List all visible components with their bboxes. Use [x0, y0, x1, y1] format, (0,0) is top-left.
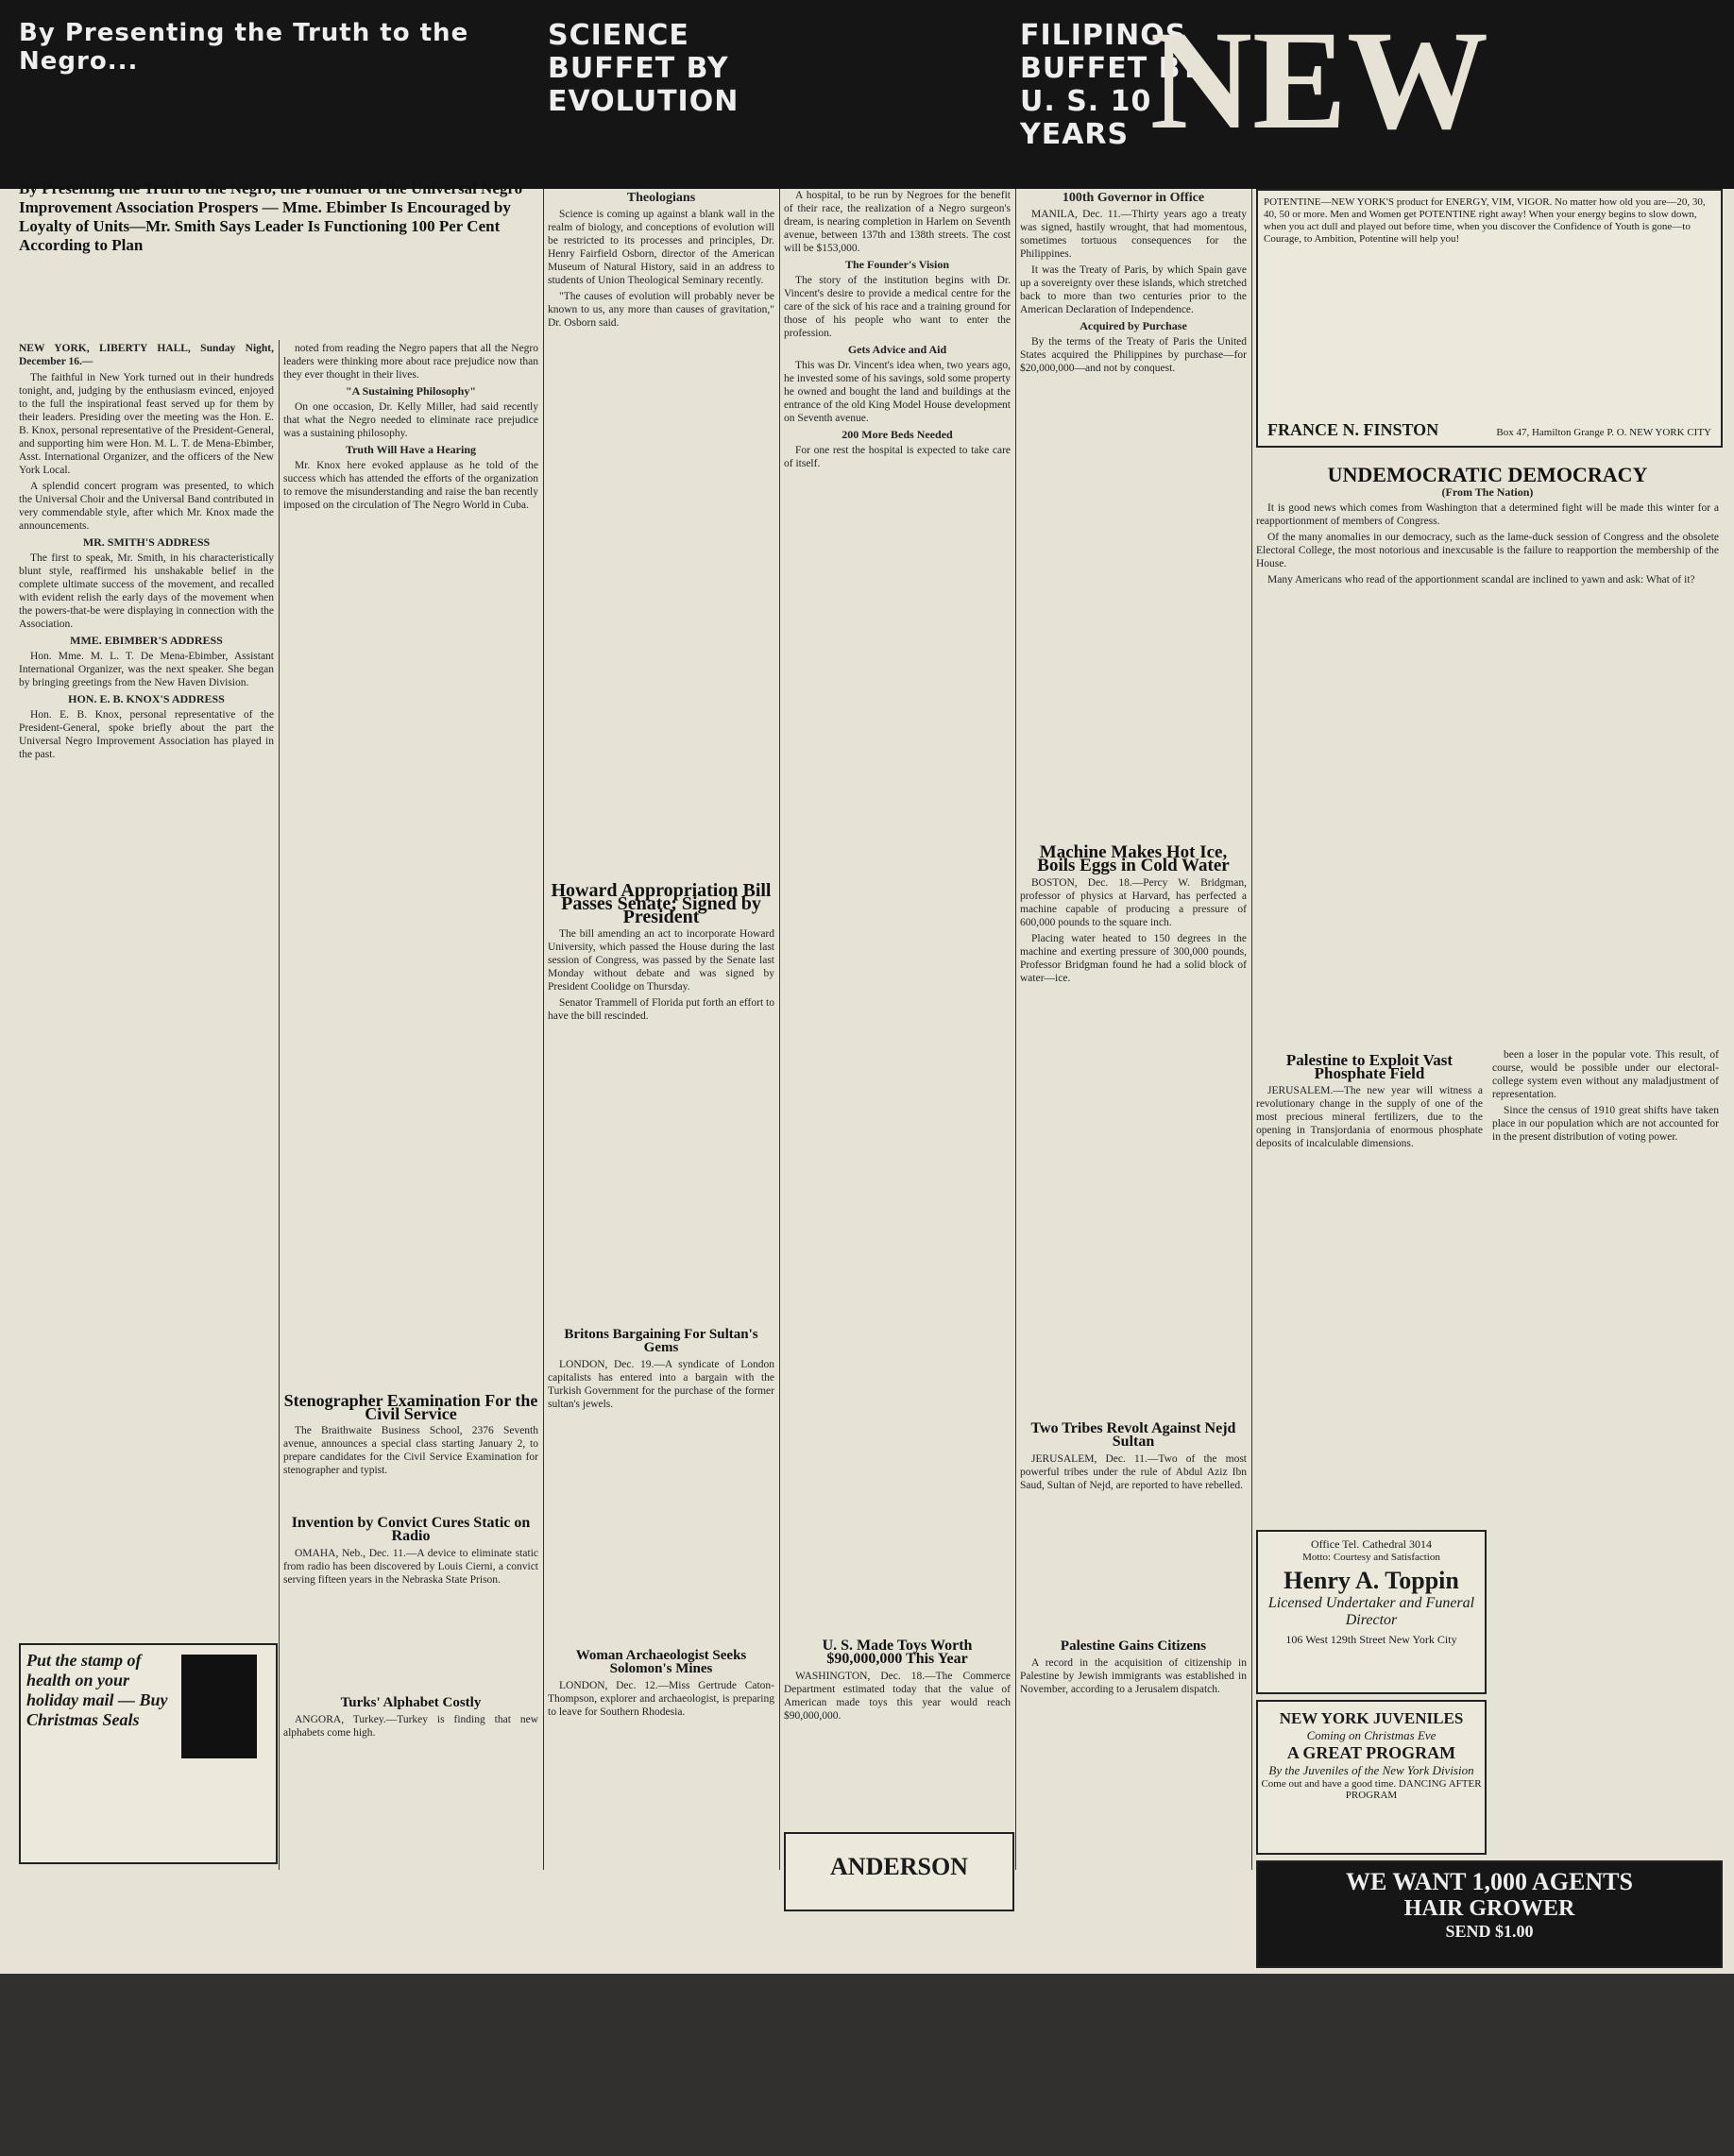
- potentine-ad: [1256, 189, 1723, 448]
- paragraph: A hospital, to be run by Negroes for the benefit of their race, the realization of a Negro surgeon's dream, is nearing completion in Harlem on Seventh avenue, between 137th and 138th streets. The cost will be $153,000.: [784, 190, 1011, 254]
- archaeologist-article: [548, 1643, 774, 1860]
- paragraph: LONDON, Dec. 19.—A syndicate of London capitalists has entered into a bargain with the Turkish Government for the purchase of the former sultan's jewels.: [548, 1359, 774, 1410]
- science-article: [548, 189, 774, 869]
- christmas-seals-ad: [19, 1643, 278, 1864]
- article-headline: Turks' Alphabet Costly: [340, 1695, 482, 1710]
- paragraph: For one rest the hospital is expected to take care of itself.: [784, 445, 1011, 469]
- paragraph: ANGORA, Turkey.—Turkey is finding that new alphabets come high.: [283, 1714, 538, 1739]
- toys-article: [784, 1634, 1011, 1823]
- stenographer-article: [283, 1388, 538, 1502]
- paragraph: A splendid concert program was presented, to which the Universal Choir and the Universal Band contributed in very commendable style, after which Mr. Knox made the announcements.: [19, 481, 274, 532]
- ad-cta: SEND $1.00: [1445, 1922, 1534, 1941]
- ad-line: A GREAT PROGRAM: [1286, 1743, 1456, 1762]
- headline-philippines: FILIPINOS BUFFET BY U. S. 10 YEARS: [1020, 19, 1201, 151]
- palestine-citizens-article: [1020, 1634, 1247, 1823]
- paragraph: "The causes of evolution will probably never be known to us, any more than causes of gravitation," Dr. Osborn said.: [548, 291, 774, 329]
- paragraph: noted from reading the Negro papers that all the Negro leaders were thinking more about race prejudice now than they ever thought in their lives.: [283, 343, 538, 381]
- paragraph: It is good news which comes from Washington that a determined fight will be made this winter for a reapportionment of members of Congress.: [1256, 502, 1719, 527]
- ad-name: ANDERSON: [830, 1853, 968, 1880]
- philippines-article: [1020, 189, 1247, 831]
- article-headline: UNDEMOCRATIC DEMOCRACY: [1327, 463, 1648, 486]
- logo-new: NEW: [1149, 2, 1488, 159]
- subhead: HON. E. B. KNOX'S ADDRESS: [68, 692, 225, 705]
- paragraph: The first to speak, Mr. Smith, in his characteristically blunt style, reaffirmed his unshakable belief in the complete ultimate success of the movement, and recalled with evident relish the early days of the movement when the powers-that-be were displaying in connection with the Association.: [19, 552, 274, 630]
- undemocratic-article: [1256, 463, 1719, 1048]
- article-headline: Palestine Gains Citizens: [1060, 1638, 1207, 1654]
- dateline: NEW YORK, LIBERTY HALL, Sunday Night, December 16.—: [19, 343, 274, 367]
- howard-article: [548, 878, 774, 1322]
- article-headline: Two Tribes Revolt Against Nejd Sultan: [1030, 1420, 1236, 1450]
- phosphate-article: [1256, 1048, 1483, 1520]
- ad-title: NEW YORK JUVENILES: [1279, 1709, 1464, 1727]
- ad-text: POTENTINE—NEW YORK'S product for ENERGY, VIM, VIGOR. No matter how old you are—20, 30, 40, 50 or more. Men and Women get POTENTINE right away! When your energy begins to slow down, when you act dull and played out before time, when you discover the Confidence of Youth is gone—to Courage, to Ambition, Potentine will help you!: [1264, 196, 1706, 245]
- column-2: [283, 342, 538, 1381]
- paragraph: LONDON, Dec. 12.—Miss Gertrude Caton-Thompson, explorer and archaeologist, is preparing to leave for Southern Rhodesia.: [548, 1680, 774, 1718]
- paragraph: The bill amending an act to incorporate Howard University, which passed the House during the last session of Congress, was passed by the Senate last Monday without debate and was signed by President Coolidge on Thursday.: [548, 928, 774, 993]
- subhead: Gets Advice and Aid: [847, 343, 947, 356]
- paragraph: WASHINGTON, Dec. 18.—The Commerce Department estimated today that the value of American made toys this year would reach $90,000,000.: [784, 1671, 1011, 1722]
- invention-article: [283, 1511, 538, 1681]
- column-rule: [543, 189, 544, 1870]
- article-headline: U. S. Made Toys Worth $90,000,000 This Year: [822, 1638, 973, 1667]
- article-headline: Invention by Convict Cures Static on Radio: [291, 1515, 531, 1544]
- paragraph: By the terms of the Treaty of Paris the United States acquired the Philippines by purchase—for $20,000,000—and not by conquest.: [1020, 336, 1247, 374]
- paragraph: Placing water heated to 150 degrees in the machine and exerting pressure of 300,000 pounds, Professor Bridgman found he had a solid block of water—ice.: [1020, 933, 1247, 984]
- article-headline: Stenographer Examination For the Civil Service: [283, 1391, 538, 1423]
- paragraph: On one occasion, Dr. Kelly Miller, had said recently that what the Negro needed to eliminate race prejudice was a sustaining philosophy.: [283, 401, 538, 439]
- subhead: The Founder's Vision: [844, 258, 950, 271]
- hospital-article: [784, 189, 1011, 1417]
- paragraph: BOSTON, Dec. 18.—Percy W. Bridgman, professor of physics at Harvard, has perfected a machine capable of producing a pressure of 600,000 pounds to the square inch.: [1020, 877, 1247, 928]
- ad-motto: Motto: Courtesy and Satisfaction: [1302, 1552, 1440, 1563]
- lead-deck: By Presenting the Truth to the Negro, the Founder of the Universal Negro Improvement Association Prospers — Mme. Ebimber Is Encouraged by Loyalty of Units—Mr. Smith Says Leader Is Functioning 100 Per Cent According to Plan: [19, 179, 523, 254]
- paragraph: Science is coming up against a blank wall in the realm of biology, and conceptions of evolution will be restricted to its processes and principles, Dr. Henry Fairfield Osborn, director of the American Museum of Natural History, said in an address to students of Union Theological Seminary recently.: [548, 209, 774, 286]
- paragraph: been a loser in the popular vote. This result, of course, would be possible under our electoral-college system even without any maladjustment of representation.: [1492, 1049, 1719, 1100]
- subhead: Truth Will Have a Hearing: [345, 443, 476, 456]
- paragraph: The faithful in New York turned out in their hundreds tonight, and, judging by the enthusiasm evinced, enjoyed to the full the inspirational feast served up for them by their leaders. Presiding over the meeting was the Hon. E. B. Knox, personal representative of the President-General, and supporting him were Hon. M. L. T. de Mena-Ebimber, Asst. International Organizer, and the officers of the New York Local.: [19, 372, 274, 476]
- ad-title: Licensed Undertaker and Funeral Director: [1267, 1595, 1475, 1628]
- ad-name: Henry A. Toppin: [1284, 1567, 1459, 1594]
- paragraph: Senator Trammell of Florida put forth an effort to have the bill rescinded.: [548, 997, 774, 1022]
- headline-science: SCIENCE BUFFET BY EVOLUTION: [548, 19, 740, 118]
- ad-text: Put the stamp of health on your holiday mail — Buy Christmas Seals: [26, 1651, 168, 1729]
- scan-shadow: [0, 1974, 1734, 2156]
- subhead: MR. SMITH'S ADDRESS: [82, 535, 211, 549]
- column-rule: [279, 340, 280, 1870]
- masthead-banner: [0, 0, 1734, 189]
- ad-line: Come out and have a good time. DANCING AFTER PROGRAM: [1261, 1778, 1482, 1801]
- paragraph: It was the Treaty of Paris, by which Spain gave up a sovereignty over these islands, which stretched back to more than two centuries prior to the American Declaration of Independence.: [1020, 264, 1247, 315]
- subhead: Acquired by Purchase: [1080, 319, 1187, 332]
- anderson-ad: [784, 1832, 1014, 1911]
- hot-ice-article: [1020, 840, 1247, 1407]
- article-headline: Machine Makes Hot Ice, Boils Eggs in Cold Water: [1037, 842, 1230, 875]
- paragraph: Many Americans who read of the apportionment scandal are inclined to yawn and ask: What of it?: [1267, 574, 1695, 586]
- lead-headline: By Presenting the Truth to the Negro...: [19, 19, 469, 76]
- paragraph: JERUSALEM, Dec. 11.—Two of the most powerful tribes under the rule of Abdul Aziz Ibn Saud, Sultan of Nejd, are reported to have rebelled.: [1020, 1453, 1247, 1491]
- column-1: [19, 342, 274, 1636]
- subhead: Theologians: [626, 191, 696, 205]
- column-rule: [1015, 189, 1016, 1870]
- subhead: (From The Nation): [1441, 485, 1534, 499]
- ad-product: HAIR GROWER: [1403, 1896, 1575, 1921]
- ad-phone: Office Tel. Cathedral 3014: [1310, 1537, 1432, 1551]
- paragraph: The story of the institution begins with Dr. Vincent's desire to provide a medical centre for the care of the sick of his race and a training ground for those of his people who want to enter the profession.: [784, 275, 1011, 339]
- column-rule: [779, 189, 780, 1870]
- subhead: "A Sustaining Philosophy": [345, 384, 477, 398]
- paragraph: OMAHA, Neb., Dec. 11.—A device to eliminate static from radio has been discovered by Louis Cierni, a convict serving fifteen years in the Nebraska State Prison.: [283, 1548, 538, 1586]
- undemocratic-continued: [1492, 1048, 1719, 1785]
- ad-address: Box 47, Hamilton Grange P. O. NEW YORK CITY: [1496, 427, 1711, 438]
- paragraph: A record in the acquisition of citizenship in Palestine by Jewish immigrants was established in November, according to a Jerusalem dispatch.: [1020, 1657, 1247, 1695]
- paragraph: Since the census of 1910 great shifts have taken place in our population which are not accounted for in the present distribution of voting power.: [1492, 1105, 1719, 1143]
- toppin-ad: [1256, 1530, 1487, 1694]
- column-rule: [1251, 189, 1252, 1870]
- article-headline: Britons Bargaining For Sultan's Gems: [564, 1327, 758, 1355]
- turks-article: [283, 1690, 538, 1860]
- ad-line: Coming on Christmas Eve: [1306, 1728, 1436, 1742]
- ad-title: WE WANT 1,000 AGENTS: [1346, 1868, 1633, 1895]
- article-headline: Palestine to Exploit Vast Phosphate Field: [1285, 1051, 1454, 1082]
- subhead: 100th Governor in Office: [1062, 191, 1205, 205]
- paragraph: This was Dr. Vincent's idea when, two years ago, he invested some of his savings, sold some property he owned and bought the land and buildings at the entrance of the old King Model House development on Seventh avenue.: [784, 360, 1011, 424]
- agents-ad: [1256, 1860, 1723, 1968]
- britons-article: [548, 1322, 774, 1634]
- paragraph: Hon. E. B. Knox, personal representative of the President-General, spoke briefly about the part the Universal Negro Improvement Association has played in the past.: [19, 709, 274, 760]
- paragraph: Hon. Mme. M. L. T. De Mena-Ebimber, Assistant International Organizer, was the next speaker. She began by bringing greetings from the New Haven Division.: [19, 651, 274, 688]
- ad-name: FRANCE N. FINSTON: [1267, 420, 1439, 439]
- article-headline: Howard Appropriation Bill Passes Senate; Signed by President: [551, 880, 772, 927]
- subhead: 200 More Beds Needed: [842, 428, 953, 441]
- paragraph: The Braithwaite Business School, 2376 Seventh avenue, announces a special class starting January 2, to prepare candidates for the Civil Service Examination for stenographer and typist.: [283, 1425, 538, 1476]
- juveniles-ad: [1256, 1700, 1487, 1855]
- paragraph: Mr. Knox here evoked applause as he told of the success which has attended the efforts of the organization to remove the misunderstanding and raise the ban recently imposed on the circulation of The Negro World in Cuba.: [283, 460, 538, 511]
- paragraph: JERUSALEM.—The new year will witness a revolutionary change in the supply of one of the most precious mineral fertilizers, due to the opening in Transjordania of enormous phosphate deposits of incalculable dimensions.: [1256, 1085, 1483, 1149]
- tribes-article: [1020, 1417, 1247, 1624]
- ship-stamp-icon: [181, 1655, 257, 1758]
- ad-address: 106 West 129th Street New York City: [1285, 1633, 1457, 1646]
- article-headline: Woman Archaeologist Seeks Solomon's Mines: [575, 1648, 747, 1676]
- ad-line: By the Juveniles of the New York Division: [1268, 1763, 1474, 1777]
- subhead: MME. EBIMBER'S ADDRESS: [70, 634, 223, 647]
- paragraph: Of the many anomalies in our democracy, such as the lame-duck session of Congress and the obsolete Electoral College, the most notorious and inexcusable is the failure to reapportion the membership of the House.: [1256, 532, 1719, 569]
- paragraph: MANILA, Dec. 11.—Thirty years ago a treaty was signed, hastily wrought, that had momentous, sometimes tortuous consequences for the Philippines.: [1020, 209, 1247, 260]
